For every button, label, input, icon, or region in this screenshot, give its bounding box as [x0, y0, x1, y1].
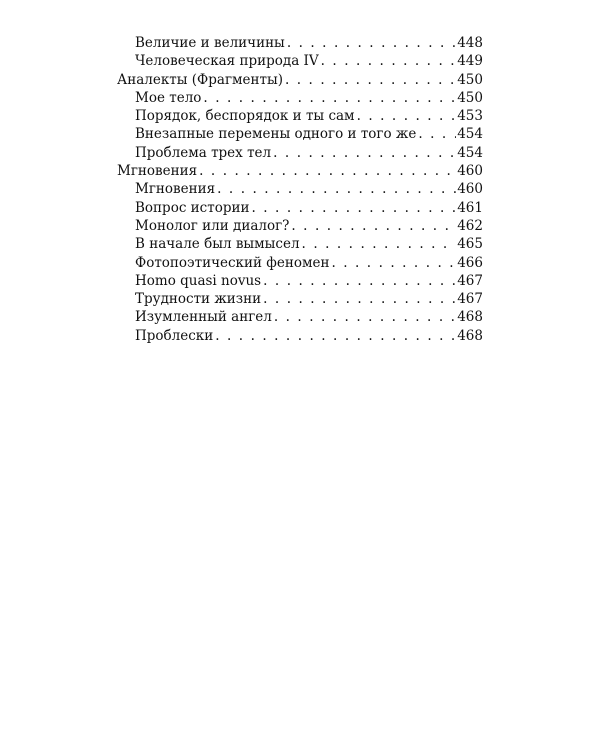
- toc-page-number: 465: [457, 236, 483, 253]
- toc-page-number: 468: [457, 327, 483, 344]
- toc-dot-leader: [418, 125, 456, 143]
- toc-page-number: 460: [457, 181, 483, 198]
- toc-section-entry[interactable]: [117, 162, 483, 180]
- toc-entry-title: Порядок, беспорядок и ты сам: [135, 108, 355, 125]
- toc-page-number: 454: [457, 144, 483, 161]
- toc-dot-leader: [263, 272, 456, 290]
- toc-entry[interactable]: [117, 327, 483, 345]
- toc-dot-leader: [357, 107, 457, 125]
- toc-dot-leader: [274, 308, 456, 326]
- toc-entry-title: Homo quasi novus: [135, 272, 262, 289]
- toc-dot-leader: [321, 52, 457, 70]
- toc-entry[interactable]: [117, 34, 483, 52]
- toc-dot-leader: [302, 235, 457, 253]
- toc-dot-leader: [203, 89, 456, 107]
- toc-dot-leader: [215, 327, 456, 345]
- toc-entry-title: Величие и величины: [135, 35, 285, 51]
- toc-dot-leader: [287, 34, 456, 52]
- toc-entry-title: Мое тело: [135, 89, 202, 106]
- toc-entry[interactable]: [117, 199, 483, 217]
- toc-page-number: 453: [457, 108, 483, 125]
- toc-dot-leader: [331, 254, 456, 272]
- toc-entry[interactable]: [117, 290, 483, 308]
- toc-entry[interactable]: [117, 308, 483, 326]
- toc-entry[interactable]: [117, 144, 483, 162]
- toc-entry-title: Аналекты (Фрагменты): [117, 71, 283, 88]
- toc-page-number: 466: [457, 254, 483, 271]
- toc-entry[interactable]: [117, 180, 483, 198]
- toc-entry-title: Монолог или диалог?: [135, 217, 290, 234]
- toc-entry[interactable]: [117, 107, 483, 125]
- toc-page-number: 468: [457, 309, 483, 326]
- toc-entry-title: Трудности жизни: [135, 291, 262, 308]
- toc-entry[interactable]: [117, 254, 483, 272]
- toc-entry[interactable]: [117, 125, 483, 143]
- toc-entry[interactable]: [117, 217, 483, 235]
- toc-dot-leader: [251, 199, 456, 217]
- toc-dot-leader: [217, 180, 456, 198]
- toc-page-number: 449: [457, 53, 483, 70]
- toc-entry[interactable]: [117, 52, 483, 70]
- toc-entry-title: Изумленный ангел: [135, 309, 272, 326]
- toc-page-number: 461: [457, 199, 483, 216]
- toc-page-number: 454: [457, 126, 483, 143]
- toc-entry-title: Фотопоэтический феномен: [135, 254, 330, 271]
- toc-dot-leader: [263, 290, 456, 308]
- toc-entry-title: Мгновения: [117, 163, 198, 180]
- toc-page-number: 467: [457, 291, 483, 308]
- toc-entry-title: Вопрос истории: [135, 199, 250, 216]
- toc-section-entry[interactable]: [117, 71, 483, 89]
- toc-page-number: 460: [457, 163, 483, 180]
- toc-page-number: 450: [457, 89, 483, 106]
- toc-entry-title: В начале был вымысел: [135, 236, 300, 253]
- toc-dot-leader: [291, 217, 456, 235]
- toc-entry[interactable]: [117, 89, 483, 107]
- toc-entry-title: Проблема трех тел: [135, 144, 272, 161]
- toc-dot-leader: [199, 162, 456, 180]
- toc-page-number: 450: [457, 71, 483, 88]
- toc-page-number: 467: [457, 272, 483, 289]
- toc-entry-title: Внезапные перемены одного и того же: [135, 126, 417, 143]
- toc-dot-leader: [285, 71, 456, 89]
- toc-entry-title: Человеческая природа IV: [135, 53, 319, 70]
- toc-entry-title: Проблески: [135, 327, 214, 344]
- toc-entry[interactable]: [117, 235, 483, 253]
- toc-entry-title: Мгновения: [135, 181, 216, 198]
- table-of-contents: [117, 34, 483, 345]
- toc-page-number: 448: [457, 35, 483, 51]
- toc-entry[interactable]: [117, 272, 483, 290]
- toc-page-number: 462: [457, 217, 483, 234]
- toc-dot-leader: [273, 144, 456, 162]
